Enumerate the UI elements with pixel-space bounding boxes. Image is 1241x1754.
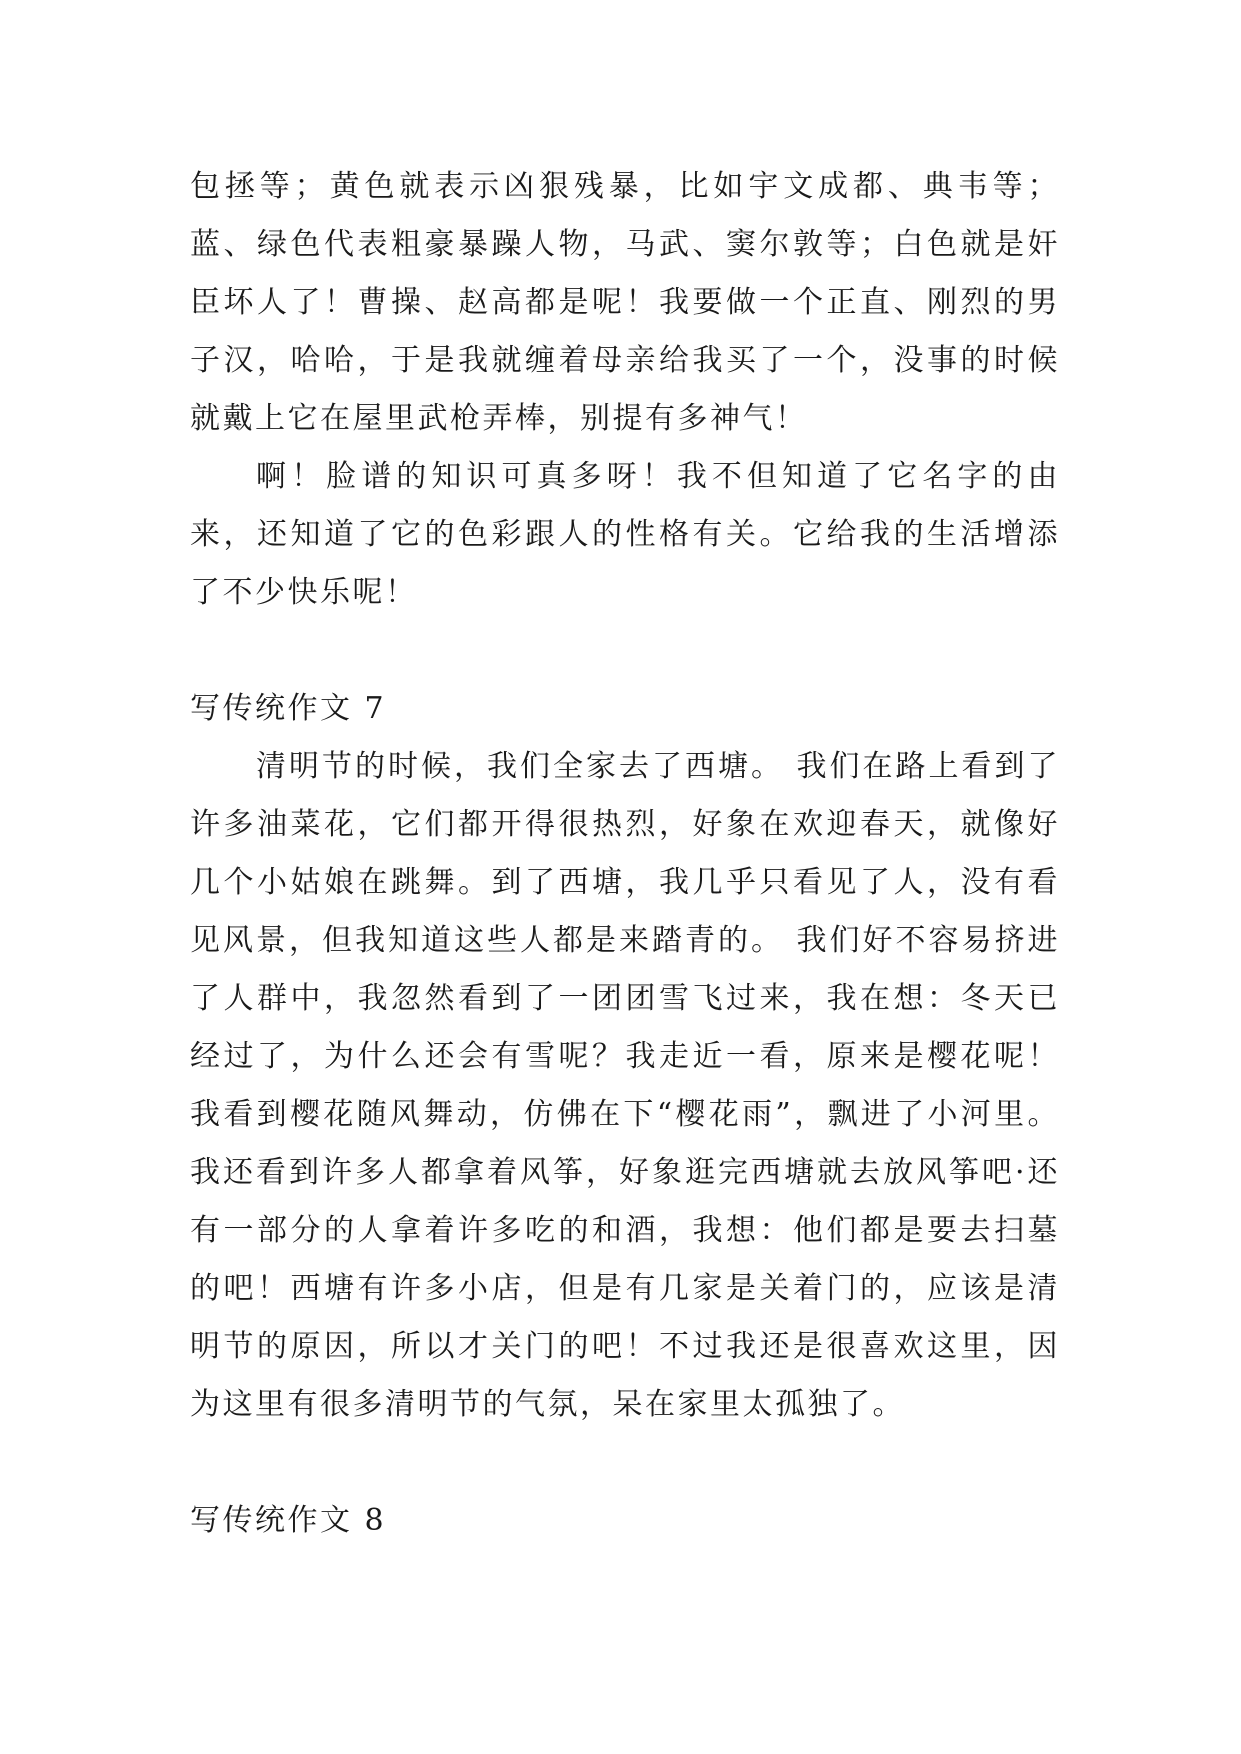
essay-7 [190, 680, 1060, 1434]
essay-6-continuation [190, 158, 1060, 622]
essay-8 [190, 1492, 1060, 1550]
paragraph: 啊！脸谱的知识可真多呀！我不但知道了它名字的由来，还知道了它的色彩跟人的性格有关。它给我的生活增添了不少快乐呢！ [190, 459, 1060, 610]
essay-8-title: 写传统作文 8 [190, 1503, 387, 1538]
section-gap [190, 1434, 1060, 1492]
paragraph: 包拯等；黄色就表示凶狠残暴，比如宇文成都、典韦等；蓝、绿色代表粗豪暴躁人物，马武、窦尔敦等；白色就是奸臣坏人了！曹操、赵高都是呢！我要做一个正直、刚烈的男子汉，哈哈，于是我就缠着母亲给我买了一个，没事的时候就戴上它在屋里武枪弄棒，别提有多神气！ [190, 169, 1060, 436]
essay-7-title: 写传统作文 7 [190, 691, 387, 726]
paragraph: 清明节的时候，我们全家去了西塘。 我们在路上看到了许多油菜花，它们都开得很热烈，好象在欢迎春天，就像好几个小姑娘在跳舞。到了西塘，我几乎只看见了人，没有看见风景，但我知道这些人都是来踏青的。 我们好不容易挤进了人群中，我忽然看到了一团团雪飞过来，我在想：冬天已经过了，为什么还会有雪呢？我走近一看，原来是樱花呢！我看到樱花随风舞动，仿佛在下“樱花雨”，飘进了小河里。我还看到许多人都拿着风筝，好象逛完西塘就去放风筝吧·还有一部分的人拿着许多吃的和酒，我想：他们都是要去扫墓的吧！西塘有许多小店，但是有几家是关着门的，应该是清明节的原因，所以才关门的吧！不过我还是很喜欢这里，因为这里有很多清明节的气氛，呆在家里太孤独了。 [190, 749, 1060, 1422]
document-body [190, 158, 1060, 1550]
section-gap [190, 622, 1060, 680]
